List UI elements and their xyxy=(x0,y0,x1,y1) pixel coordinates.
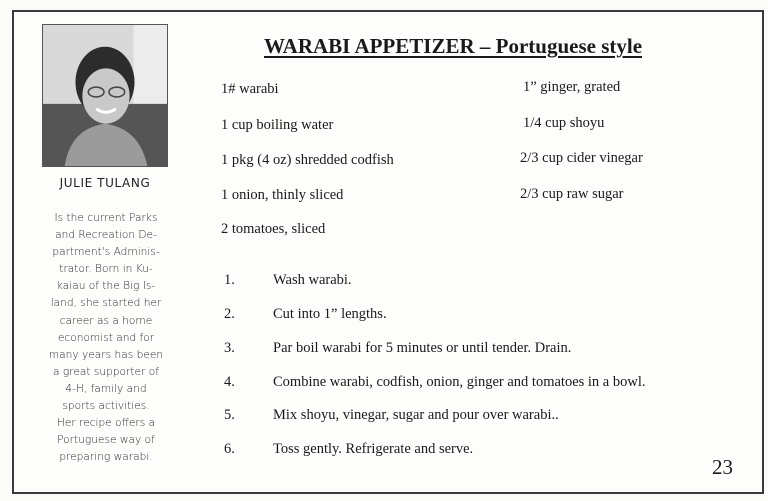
step-number: 3. xyxy=(224,340,235,356)
bio-line: kaiau of the Big Is- xyxy=(56,280,156,293)
step-number: 1. xyxy=(224,272,235,288)
bio-line: a great supporter of xyxy=(53,365,159,378)
ingredient-item: 2/3 cup cider vinegar xyxy=(520,150,643,166)
portrait-photo-icon xyxy=(43,25,167,166)
bio-line: 4-H, family and xyxy=(65,382,147,395)
step-number: 5. xyxy=(224,407,235,423)
bio-line: economist and for xyxy=(57,331,155,344)
contributor-bio xyxy=(30,210,182,466)
contributor-photo xyxy=(42,24,168,167)
bio-line: many years has been xyxy=(48,348,164,361)
bio-line: land, she started her xyxy=(50,297,162,310)
step-text: Mix shoyu, vinegar, sugar and pour over warabi.. xyxy=(273,407,559,423)
bio-line: sports activities. xyxy=(62,400,150,413)
bio-line: Portuguese way of xyxy=(57,434,155,447)
step-text: Toss gently. Refrigerate and serve. xyxy=(273,441,474,457)
bio-line: and Recreation De- xyxy=(55,229,157,242)
ingredient-item: 1 pkg (4 oz) shredded codfish xyxy=(221,152,394,168)
step-number: 6. xyxy=(224,441,235,457)
bio-line: partment's Adminis- xyxy=(52,246,160,259)
step-number: 4. xyxy=(224,374,235,390)
bio-line: Her recipe offers a xyxy=(56,417,156,430)
ingredient-item: 2 tomatoes, sliced xyxy=(221,221,326,237)
step-text: Combine warabi, codfish, onion, ginger and tomatoes in a bowl. xyxy=(273,374,646,390)
ingredient-item: 1 cup boiling water xyxy=(221,117,334,133)
bio-line: career as a home xyxy=(59,314,153,327)
recipe-title: WARABI APPETIZER – Portuguese style xyxy=(264,34,643,58)
ingredient-item: 2/3 cup raw sugar xyxy=(520,186,624,202)
step-number: 2. xyxy=(224,306,235,322)
bio-line: trator. Born in Ku- xyxy=(59,263,153,276)
ingredient-item: 1 onion, thinly sliced xyxy=(221,187,344,203)
ingredient-item: 1/4 cup shoyu xyxy=(523,115,605,131)
step-text: Cut into 1” lengths. xyxy=(273,306,387,322)
step-text: Par boil warabi for 5 minutes or until tender. Drain. xyxy=(273,340,572,356)
ingredient-item: 1# warabi xyxy=(221,81,279,97)
page-number: 23 xyxy=(712,455,733,479)
bio-line: Is the current Parks xyxy=(54,212,158,224)
bio-line: preparing warabi. xyxy=(59,451,153,464)
contributor-name: JULIE TULANG xyxy=(59,176,151,190)
step-text: Wash warabi. xyxy=(273,272,352,288)
ingredient-item: 1” ginger, grated xyxy=(523,79,621,95)
